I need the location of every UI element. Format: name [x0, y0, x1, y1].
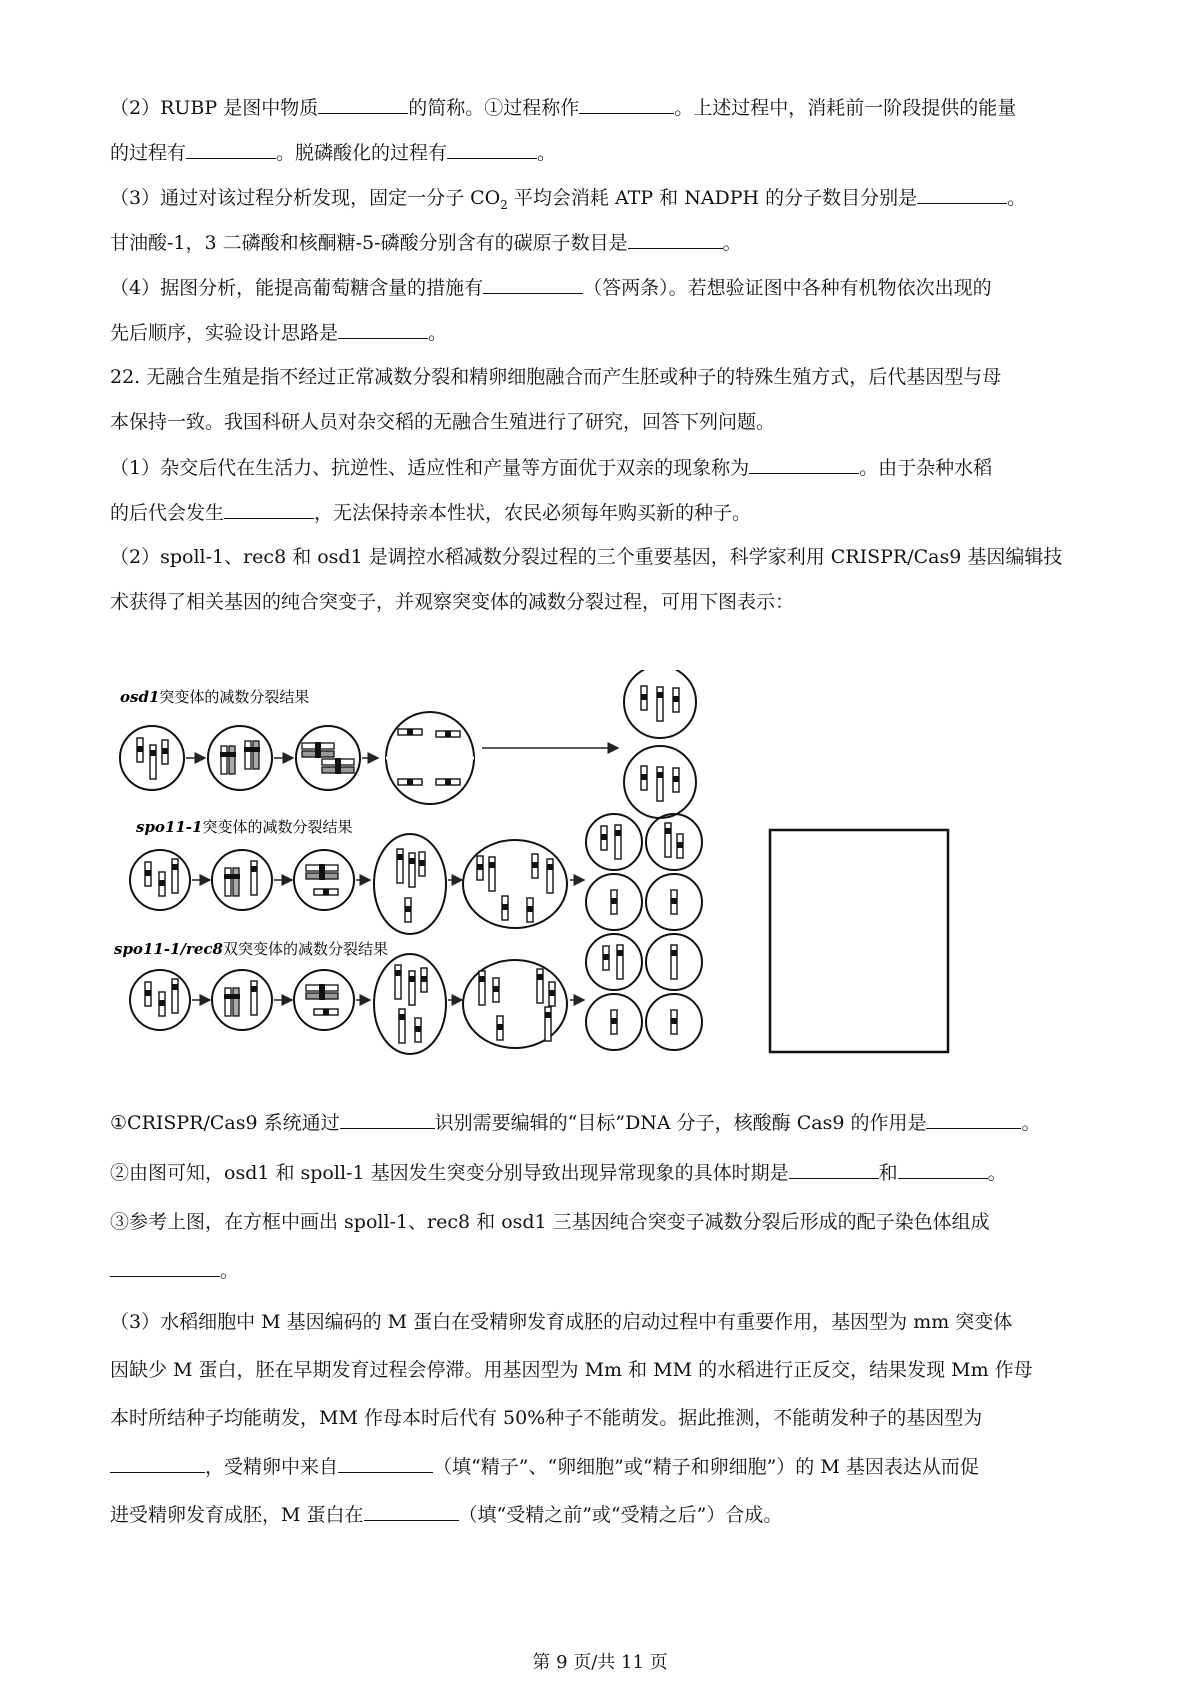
text: 和 — [878, 1162, 898, 1184]
cell — [296, 726, 360, 790]
cell — [212, 970, 272, 1030]
text: （填“精子”、“卵细胞”或“精子和卵细胞”）的 M 基因表达从而促 — [433, 1456, 979, 1478]
text: 。 — [987, 1162, 1007, 1184]
answer-blank[interactable] — [749, 455, 859, 474]
q22-sub1 — [110, 1110, 1100, 1135]
q22-part3-line1: （3）水稻细胞中 M 基因编码的 M 蛋白在受精卵发育成胚的启动过程中有重要作用，基因型为 mm 突变体 — [110, 1311, 1013, 1333]
text: 进受精卵发育成胚，M 蛋白在 — [110, 1504, 364, 1526]
answer-blank[interactable] — [338, 320, 428, 339]
answer-blank[interactable] — [110, 1454, 205, 1473]
meiosis-diagram — [0, 670, 1200, 1065]
q22-part1-line1 — [110, 455, 1100, 480]
q22-part1-line2 — [110, 500, 1100, 525]
answer-blank[interactable] — [338, 1454, 433, 1473]
q21-part4-line2 — [110, 320, 1100, 345]
text: 。 — [220, 1260, 240, 1282]
answer-blank[interactable] — [579, 95, 674, 114]
text: 平均会消耗 ATP 和 NADPH 的分子数目分别是 — [507, 187, 918, 209]
text: 先后顺序，实验设计思路是 — [110, 322, 339, 344]
cell — [212, 850, 272, 910]
answer-blank[interactable] — [186, 140, 276, 159]
q21-part3-line1 — [110, 185, 1100, 217]
answer-blank[interactable] — [110, 1258, 220, 1277]
text: （3）通过对该过程分析发现，固定一分子 CO — [110, 187, 501, 209]
text: （2）RUBP 是图中物质 — [110, 97, 319, 119]
answer-blank[interactable] — [340, 1110, 435, 1129]
text: 的过程有 — [110, 142, 187, 164]
q22-sub2 — [110, 1160, 1100, 1185]
answer-blank[interactable] — [917, 185, 1007, 204]
text: ①CRISPR/Cas9 系统通过 — [110, 1112, 340, 1134]
text: 。脱磷酸化的过程有 — [276, 142, 448, 164]
text: 的后代会发生 — [110, 502, 225, 524]
q22-intro-line2: 本保持一致。我国科研人员对杂交稻的无融合生殖进行了研究，回答下列问题。 — [110, 411, 776, 433]
text: （答两条）。若想验证图中各种有机物依次出现的 — [583, 277, 992, 299]
q22-part3-line4 — [110, 1454, 1100, 1479]
answer-blank[interactable] — [364, 1502, 459, 1521]
text: 。 — [428, 322, 448, 344]
q22-part3-line3: 本时所结种子均能萌发，MM 作母本时后代有 50%种子不能萌发。据此推测，不能萌发种子的基因型为 — [110, 1407, 983, 1429]
cell — [208, 726, 272, 790]
q22-sub3-line2 — [110, 1258, 1100, 1283]
row-label-osd1: osd1突变体的减数分裂结果 — [120, 688, 310, 706]
q22-part3-line2: 因缺少 M 蛋白，胚在早期发育过程会停滞。用基因型为 Mm 和 MM 的水稻进行正反交，结果发现 Mm 作母 — [110, 1359, 1033, 1381]
q22-sub3-line1: ③参考上图，在方框中画出 spoll-1、rec8 和 osd1 三基因纯合突变子减数分裂后形成的配子染色体组成 — [110, 1211, 990, 1233]
q22-part2-line1: （2）spoll-1、rec8 和 osd1 是调控水稻减数分裂过程的三个重要基因，科学家利用 CRISPR/Cas9 基因编辑技 — [110, 546, 1063, 568]
q22-part2-line2: 术获得了相关基因的纯合突变子，并观察突变体的减数分裂过程，可用下图表示： — [110, 591, 795, 613]
q21-part2-line1 — [110, 95, 1100, 120]
gamete-cell — [586, 934, 642, 990]
q21-part3-line2 — [110, 230, 1100, 255]
text: 。 — [1021, 1112, 1041, 1134]
text: 识别需要编辑的“目标”DNA 分子，核酸酶 Cas9 的作用是 — [434, 1112, 927, 1134]
text: 甘油酸-1，3 二磷酸和核酮糖-5-磷酸分别含有的碳原子数目是 — [110, 232, 628, 254]
answer-blank[interactable] — [447, 140, 537, 159]
gamete-cell — [586, 814, 642, 870]
answer-blank[interactable] — [628, 230, 723, 249]
text: ②由图可知，osd1 和 spoll-1 基因发生突变分别导致出现异常现象的具体时期是 — [110, 1162, 789, 1184]
row-label-spo11: spo11-1突变体的减数分裂结果 — [136, 818, 353, 836]
q21-part2-line2 — [110, 140, 1100, 165]
text: 。 — [537, 142, 557, 164]
drawing-answer-box[interactable] — [770, 830, 948, 1052]
gamete-cell — [646, 814, 702, 870]
text: 。 — [1007, 187, 1027, 209]
text: 。 — [722, 232, 742, 254]
text: 。由于杂种水稻 — [859, 457, 993, 479]
answer-blank[interactable] — [898, 1160, 988, 1179]
text: ，受精卵中来自 — [205, 1456, 339, 1478]
answer-blank[interactable] — [224, 500, 314, 519]
text: 。上述过程中，消耗前一阶段提供的能量 — [674, 97, 1017, 119]
answer-blank[interactable] — [789, 1160, 879, 1179]
answer-blank[interactable] — [483, 275, 583, 294]
text: （填“受精之前”或“受精之后”）合成。 — [458, 1504, 783, 1526]
subscript: 2 — [500, 197, 508, 212]
page-number: 第 9 页/共 11 页 — [532, 1652, 668, 1673]
answer-blank[interactable] — [318, 95, 408, 114]
text: ，无法保持亲本性状，农民必须每年购买新的种子。 — [314, 502, 752, 524]
text: 的简称。①过程称作 — [408, 97, 580, 119]
q22-intro-line1: 22. 无融合生殖是指不经过正常减数分裂和精卵细胞融合而产生胚或种子的特殊生殖方式，后代基因型与母 — [110, 366, 1002, 388]
text: （4）据图分析，能提高葡萄糖含量的措施有 — [110, 277, 484, 299]
answer-blank[interactable] — [926, 1110, 1021, 1129]
text: （1）杂交后代在生活力、抗逆性、适应性和产量等方面优于双亲的现象称为 — [110, 457, 750, 479]
q22-part3-line5 — [110, 1502, 1100, 1527]
q21-part4-line1 — [110, 275, 1100, 300]
row-label-double: spo11-1/rec8双突变体的减数分裂结果 — [114, 940, 388, 958]
